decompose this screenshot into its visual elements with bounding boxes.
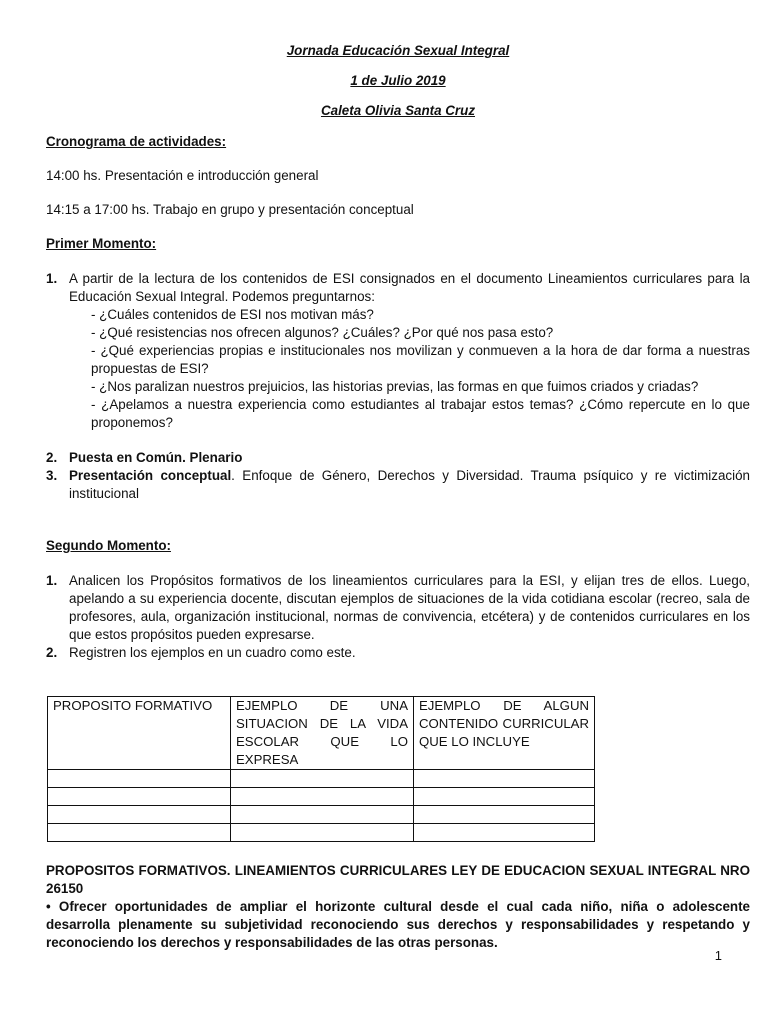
header-text: CONTENIDO CURRICULAR (419, 716, 589, 731)
table-row (48, 788, 595, 806)
list-item (46, 270, 750, 432)
question-line: - ¿Cuáles contenidos de ESI nos motivan más? (91, 307, 374, 322)
schedule-item-2: 14:15 a 17:00 hs. Trabajo en grupo y presentación conceptual (46, 202, 414, 217)
segundo-momento-list (46, 572, 750, 662)
list-text: A partir de la lectura de los contenidos de ESI consignados en el documento Lineamientos curriculares para la Educación Sexual Integral. Podemos preguntarnos: (69, 271, 750, 304)
table-header-cell (414, 697, 595, 770)
primer-momento-list (46, 270, 750, 503)
table-cell (231, 770, 414, 788)
table-cell (414, 824, 595, 842)
list-number: 1. (46, 573, 58, 588)
table-cell (414, 788, 595, 806)
list-text: Analicen los Propósitos formativos de los lineamientos curriculares para la ESI, y elijan tres de ellos. Luego, apelando a su experiencia docente, discutan ejemplos de situaciones de la vida cotidiana escolar (recreo, sala de profesores, aula, organización institucional, normas de convivencia, etcétera) y de contenidos curriculares en los que estos propósitos pueden expresarse. (69, 573, 750, 642)
table-cell (231, 806, 414, 824)
document-title: Jornada Educación Sexual Integral (286, 43, 510, 58)
list-number: 2. (46, 645, 58, 660)
table-row (48, 770, 595, 788)
table-header-cell (48, 697, 231, 770)
document-body (46, 42, 750, 952)
header-text: QUE LO INCLUYE (419, 734, 530, 749)
question-line: - ¿Apelamos a nuestra experiencia como estudiantes al trabajar estos temas? ¿Cómo repercute en lo que proponemos? (91, 397, 750, 430)
header-text: ESCOLAR QUE LO EXPRESA (236, 734, 408, 767)
list-text-bold: Presentación conceptual (69, 468, 232, 483)
table-cell (414, 770, 595, 788)
list-item (46, 449, 750, 467)
header-text: EJEMPLO DE UNA (236, 698, 408, 713)
page-number: 1 (714, 948, 722, 963)
table-header-cell (231, 697, 414, 770)
list-item (46, 572, 750, 644)
table-cell (48, 806, 231, 824)
segundo-momento-heading: Segundo Momento: (46, 538, 171, 553)
table-header-row (48, 697, 595, 770)
document-date: 1 de Julio 2019 (350, 73, 446, 88)
question-line: - ¿Nos paralizan nuestros prejuicios, las historias previas, las formas en que fuimos criados y criadas? (91, 379, 699, 394)
header-text: EJEMPLO DE ALGUN (419, 698, 589, 713)
schedule-heading: Cronograma de actividades: (46, 134, 227, 149)
table-cell (48, 770, 231, 788)
table-row (48, 824, 595, 842)
list-item (46, 467, 750, 503)
list-text: . Enfoque de Género, Derechos y Diversidad. Trauma psíquico y re victimización institucional (69, 468, 750, 501)
propositos-heading: PROPOSITOS FORMATIVOS. LINEAMIENTOS CURRICULARES LEY DE EDUCACION SEXUAL INTEGRAL NRO 26150 (46, 863, 750, 896)
table-cell (48, 824, 231, 842)
list-number: 2. (46, 450, 58, 465)
propositos-section (46, 862, 750, 952)
table-row (48, 806, 595, 824)
list-text: Puesta en Común. Plenario (69, 450, 243, 465)
document-place: Caleta Olivia Santa Cruz (320, 103, 476, 118)
table-cell (231, 824, 414, 842)
header-text: SITUACION DE LA VIDA (236, 716, 408, 731)
list-item (46, 644, 750, 662)
list-number: 3. (46, 468, 58, 483)
question-line: - ¿Qué experiencias propias e institucionales nos movilizan y conmueven a la hora de dar forma a nuestras propuestas de ESI? (91, 343, 750, 376)
table-cell (414, 806, 595, 824)
list-text: Registren los ejemplos en un cuadro como este. (69, 645, 356, 660)
list-number: 1. (46, 271, 58, 286)
table-cell (231, 788, 414, 806)
examples-table (47, 696, 595, 842)
schedule-item-1: 14:00 hs. Presentación e introducción general (46, 168, 319, 183)
header-text: PROPOSITO FORMATIVO (53, 698, 213, 713)
question-line: - ¿Qué resistencias nos ofrecen algunos? ¿Cuáles? ¿Por qué nos pasa esto? (91, 325, 554, 340)
propositos-bullet: • Ofrecer oportunidades de ampliar el horizonte cultural desde el cual cada niño, niña o adolescente desarrolla plenamente su subjetividad reconociendo sus derechos y responsabilidades y respetando y reconociendo los derechos y responsabilidades de las otras personas. (46, 899, 750, 950)
primer-momento-heading: Primer Momento: (46, 236, 157, 251)
table-cell (48, 788, 231, 806)
